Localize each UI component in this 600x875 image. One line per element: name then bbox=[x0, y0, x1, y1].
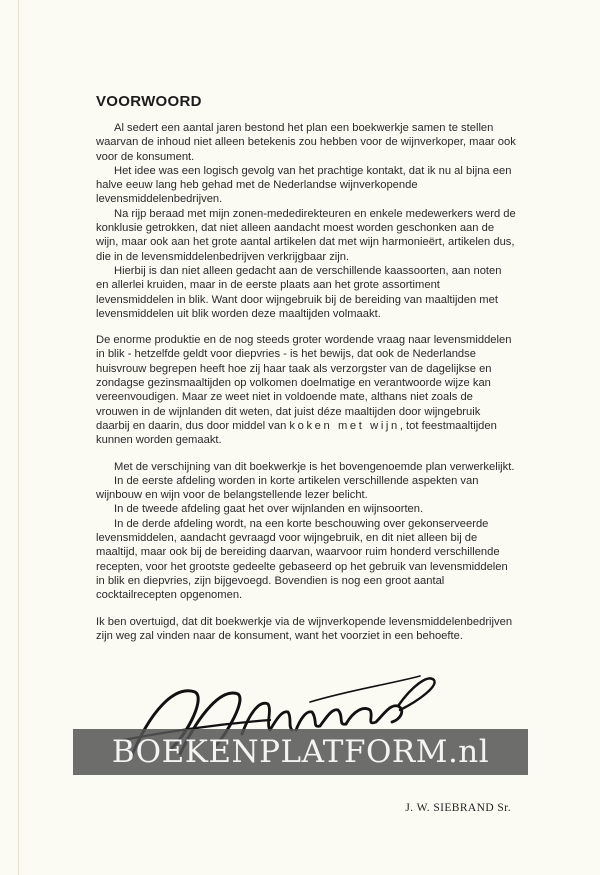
paragraph-text: De enorme produktie en de nog steeds groter wordende vraag naar levensmiddelen in blik - hetzelfde geldt voor diepvries - is het bewijs, dat ook de Nederlandse huisvrouw begrepen heeft hoe zij haar taak als verzorgster van de dagelijkse en zondagse gezinsmaaltijden op volkomen doelmatige en verantwoorde wijze kan vereenvoudigen. Maar ze weet niet in voldoende mate, althans niet zoals de vrouwen in de wijnlanden dit weten, dat juist déze maaltijden door wijngebruik daarbij en daarin, dus door middel van bbox=[96, 334, 512, 432]
paragraph: Met de verschijning van dit boekwerkje is het bovengenoemde plan verwerkelijkt. bbox=[114, 460, 515, 473]
paragraph bbox=[96, 333, 516, 447]
page-heading: VOORWOORD bbox=[96, 93, 202, 110]
paragraph: Al sedert een aantal jaren bestond het plan een boekwerkje samen te stellen waarvan de inhoud niet alleen betekenis zou hebben voor de wijnverkoper, maar ook voor de konsument. bbox=[96, 122, 516, 163]
paragraph: In de derde afdeling wordt, na een korte beschouwing over gekonserveerde levensmiddelen, aandacht gevraagd voor wijngebruik, en dit niet alleen bij de maaltijd, maar ook bij de bereiding daarvan, waarvoor ruim honderd verschillende recepten, voor het grootste gedeelte gebaseerd op het gebruik van levensmiddelen in blik en diepvries, zijn bijgevoegd. Bovendien is nog een groot aantal cocktailrecepten opgenomen. bbox=[96, 517, 508, 602]
paragraph: Ik ben overtuigd, dat dit boekwerkje via de wijnverkopende levensmiddelenbedrijven zijn weg zal vinden naar de konsument, want het voorziet in een behoefte. bbox=[96, 615, 513, 642]
section-3 bbox=[96, 460, 516, 603]
section-1 bbox=[96, 121, 516, 321]
section-2 bbox=[96, 333, 516, 447]
paragraph: Hierbij is dan niet alleen gedacht aan de verschillende kaassoorten, aan noten en allerlei kruiden, maar in de eerste plaats aan het grote assortiment levensmiddelen in blik. Want door wijngebruik bij de bereiding van maaltijden met levensmiddelen uit blik worden deze maaltijden volmaakt. bbox=[96, 264, 502, 320]
section-4 bbox=[96, 615, 516, 644]
watermark-band bbox=[73, 729, 528, 775]
foreword-body bbox=[96, 121, 516, 643]
paragraph: Na rijp beraad met mijn zonen-mededirekteuren en enkele medewerkers werd de konklusie getrokken, dat niet alleen aandacht moest worden geschonken aan de wijn, maar ook aan het grote aantal artikelen dat met wijn harmonieërt, artikelen dus, die in de levensmiddelenbedrijven verkrijgbaar zijn. bbox=[96, 207, 516, 263]
page-edge-line bbox=[18, 0, 19, 875]
author-name: J. W. SIEBRAND Sr. bbox=[405, 802, 511, 814]
paragraph-text-end: , tot feestmaaltijden kunnen worden gemaakt. bbox=[96, 419, 497, 447]
paragraph: Het idee was een logisch gevolg van het prachtige kontakt, dat ik nu al bijna een halve eeuw lang heb gehad met de Nederlandse wijnverkopende levensmiddelenbedrijven. bbox=[96, 164, 512, 206]
emphasized-phrase: koken met wijn bbox=[289, 419, 400, 432]
paragraph: In de eerste afdeling worden in korte artikelen verschillende aspekten van wijnbouw en wijn voor de belangstellende lezer belicht. bbox=[96, 474, 479, 502]
paragraph: In de tweede afdeling gaat het over wijnlanden en wijnsoorten. bbox=[114, 503, 424, 516]
watermark-text: BOEKENPLATFORM.nl bbox=[111, 734, 490, 770]
